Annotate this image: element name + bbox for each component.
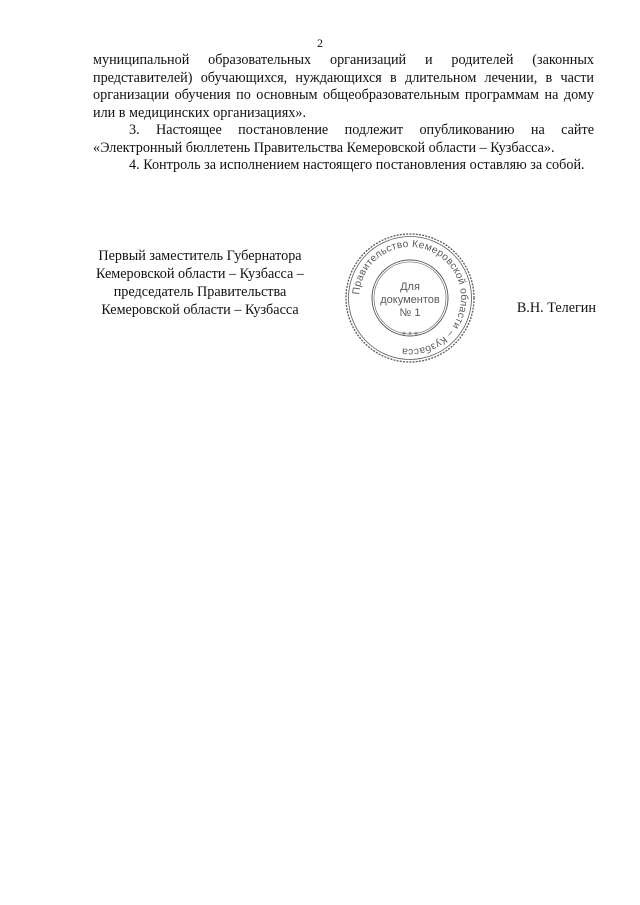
stamp-ring-text: Правительство Кемеровской области – Кузбасса <box>351 238 470 358</box>
paragraph-item-4: 4. Контроль за исполнением настоящего постановления оставляю за собой. <box>129 157 585 173</box>
paragraph-item-3: 3. Настоящее постановление подлежит опубликованию на сайте «Электронный бюллетень Правительства Кемеровской области – Кузбасса». <box>93 122 594 156</box>
signatory-title-line: Кемеровской области – Кузбасса <box>101 302 299 318</box>
stamp-stars: * * * <box>402 330 418 340</box>
paragraph-continuation: муниципальной образовательных организаций и родителей (законных представителей) обучающихся, нуждающихся в длительном лечении, в части организации обучения по основным общеобразовательным программам на дому или в медицинских организациях». <box>93 52 594 121</box>
page-number: 2 <box>317 36 323 50</box>
signatory-title-line: Первый заместитель Губернатора <box>98 248 302 264</box>
signatory-title <box>80 247 320 319</box>
stamp-center-line: Для <box>400 281 420 293</box>
official-stamp <box>344 232 476 364</box>
stamp-seal <box>344 232 476 364</box>
signatory-title-line: Кемеровской области – Кузбасса – <box>96 266 304 282</box>
stamp-center-line: документов <box>380 294 440 306</box>
signatory-name: В.Н. Телегин <box>516 300 596 316</box>
stamp-center-line: № 1 <box>399 307 421 319</box>
document-body <box>93 52 594 175</box>
signatory-title-line: председатель Правительства <box>113 284 287 300</box>
